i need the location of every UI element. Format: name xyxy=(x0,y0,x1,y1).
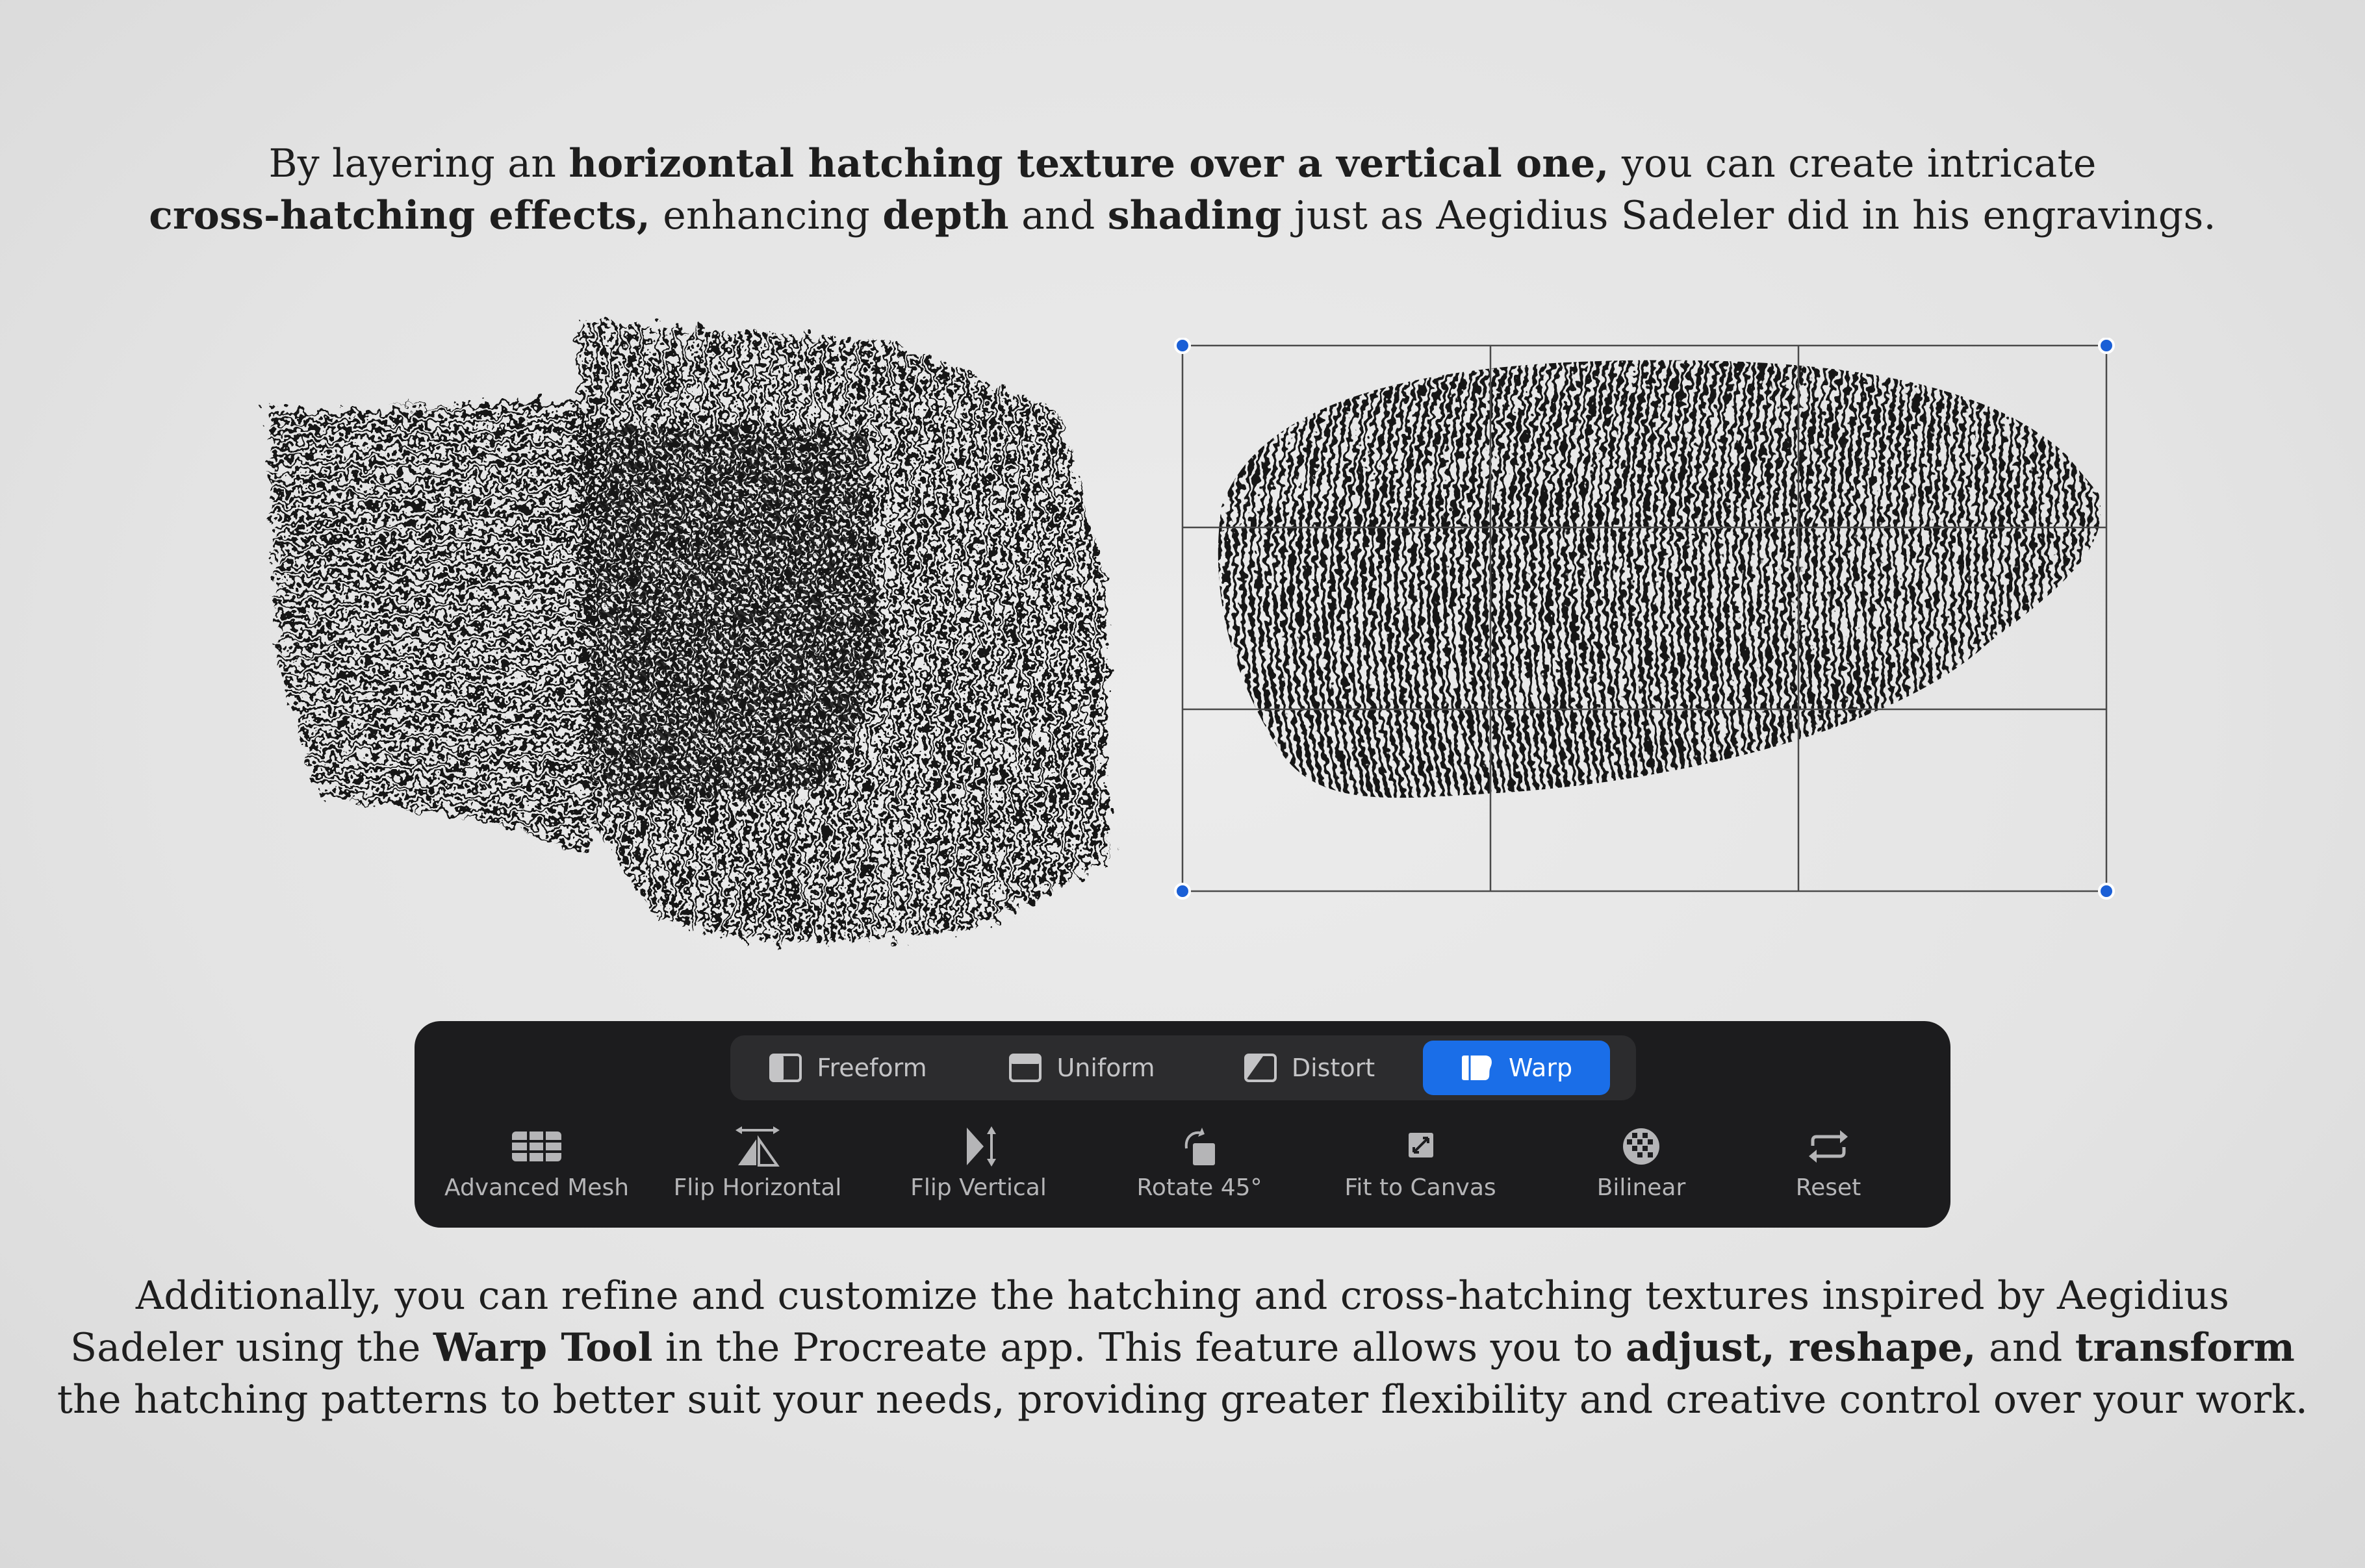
flip-horizontal-icon xyxy=(732,1125,784,1168)
transform-toolbar xyxy=(415,1021,1950,1228)
warp-handle-bottom-left[interactable] xyxy=(1175,884,1190,898)
outro-text: Additionally, you can refine and customize the hatching and cross-hatching textures inspired by Aegidius xyxy=(135,1273,2230,1319)
warp-hatch-line xyxy=(2073,351,2083,831)
reset-button[interactable] xyxy=(1731,1125,1926,1216)
intro-line-1 xyxy=(0,138,2365,190)
intro-emphasis: shading xyxy=(1107,193,1282,238)
reset-icon xyxy=(1802,1125,1854,1168)
outro-text: in the Procreate app. This feature allows you to xyxy=(652,1325,1626,1371)
warp-hatch-line xyxy=(1170,351,1210,831)
warp-hatch-line xyxy=(2081,351,2091,831)
intro-text: you can create intricate xyxy=(1609,141,2097,186)
mode-freeform-button[interactable] xyxy=(743,1041,952,1095)
warp-hatch-line xyxy=(2057,351,2067,831)
warp-handle-top-left[interactable] xyxy=(1175,338,1190,353)
outro-emphasis: Warp Tool xyxy=(433,1325,653,1371)
warp-hatch-line xyxy=(1186,351,1225,831)
reset-label: Reset xyxy=(1795,1174,1861,1201)
mode-uniform-button[interactable] xyxy=(977,1041,1186,1095)
intro-text: enhancing xyxy=(650,193,883,238)
flip-vertical-button[interactable] xyxy=(881,1125,1076,1216)
flip-vertical-icon xyxy=(952,1125,1004,1168)
fit-to-canvas-button[interactable] xyxy=(1323,1125,1518,1216)
rotate-icon xyxy=(1173,1125,1225,1168)
warp-hatch-line xyxy=(2097,351,2106,831)
bilinear-icon xyxy=(1615,1125,1667,1168)
mode-uniform-label: Uniform xyxy=(1056,1054,1155,1082)
distort-icon xyxy=(1244,1053,1277,1083)
advanced-mesh-label: Advanced Mesh xyxy=(444,1174,630,1201)
bilinear-label: Bilinear xyxy=(1596,1174,1686,1201)
outro-paragraph xyxy=(0,1270,2365,1426)
warp-handle-top-right[interactable] xyxy=(2099,338,2114,353)
bilinear-button[interactable] xyxy=(1544,1125,1739,1216)
warp-hatch-line xyxy=(2065,351,2075,831)
mode-warp-button[interactable] xyxy=(1423,1041,1610,1095)
outro-line-2 xyxy=(0,1322,2365,1374)
outro-emphasis: adjust, reshape, xyxy=(1626,1325,1976,1371)
warp-hatch-line xyxy=(2114,351,2118,831)
warped-hatch-lines xyxy=(1170,351,2118,831)
mode-warp-label: Warp xyxy=(1508,1054,1573,1082)
outro-text: the hatching patterns to better suit your needs, providing greater flexibility and creative control over your work. xyxy=(57,1377,2308,1423)
transform-mode-segment xyxy=(730,1035,1636,1100)
outro-line-1 xyxy=(0,1270,2365,1322)
rotate-45-label: Rotate 45° xyxy=(1136,1174,1262,1201)
intro-paragraph xyxy=(0,138,2365,242)
outro-text: Sadeler using the xyxy=(70,1325,433,1371)
intro-emphasis: horizontal hatching texture over a vertical one, xyxy=(569,141,1609,186)
intro-emphasis: cross-hatching effects, xyxy=(149,193,650,238)
advanced-mesh-button[interactable] xyxy=(439,1125,634,1216)
intro-line-2 xyxy=(0,190,2365,242)
mode-distort-button[interactable] xyxy=(1205,1041,1414,1095)
fit-to-canvas-label: Fit to Canvas xyxy=(1344,1174,1496,1201)
rotate-45-button[interactable] xyxy=(1102,1125,1297,1216)
warped-hatching-artwork xyxy=(1170,338,2118,903)
flip-vertical-label: Flip Vertical xyxy=(910,1174,1047,1201)
mode-distort-label: Distort xyxy=(1291,1054,1375,1082)
intro-emphasis: depth xyxy=(882,193,1009,238)
outro-emphasis: transform xyxy=(2075,1325,2295,1371)
warp-icon xyxy=(1461,1053,1494,1083)
outro-text: and xyxy=(1976,1325,2075,1371)
uniform-icon xyxy=(1008,1053,1042,1083)
intro-text: By layering an xyxy=(268,141,569,186)
warp-hatch-line xyxy=(2090,351,2099,831)
freeform-icon xyxy=(769,1053,802,1083)
mesh-grid-icon xyxy=(511,1125,563,1168)
intro-text: and xyxy=(1008,193,1108,238)
flip-horizontal-button[interactable] xyxy=(660,1125,855,1216)
flip-horizontal-label: Flip Horizontal xyxy=(673,1174,842,1201)
warp-hatch-line xyxy=(1179,351,1218,831)
warp-handle-bottom-right[interactable] xyxy=(2099,884,2114,898)
fit-to-canvas-icon xyxy=(1394,1125,1446,1168)
cross-hatching-artwork xyxy=(240,302,1124,958)
warp-hatch-line xyxy=(1170,351,1202,831)
intro-text: just as Aegidius Sadeler did in his engravings. xyxy=(1281,193,2216,238)
mode-freeform-label: Freeform xyxy=(817,1054,927,1082)
warp-hatch-line xyxy=(2049,351,2060,831)
outro-line-3 xyxy=(0,1374,2365,1426)
